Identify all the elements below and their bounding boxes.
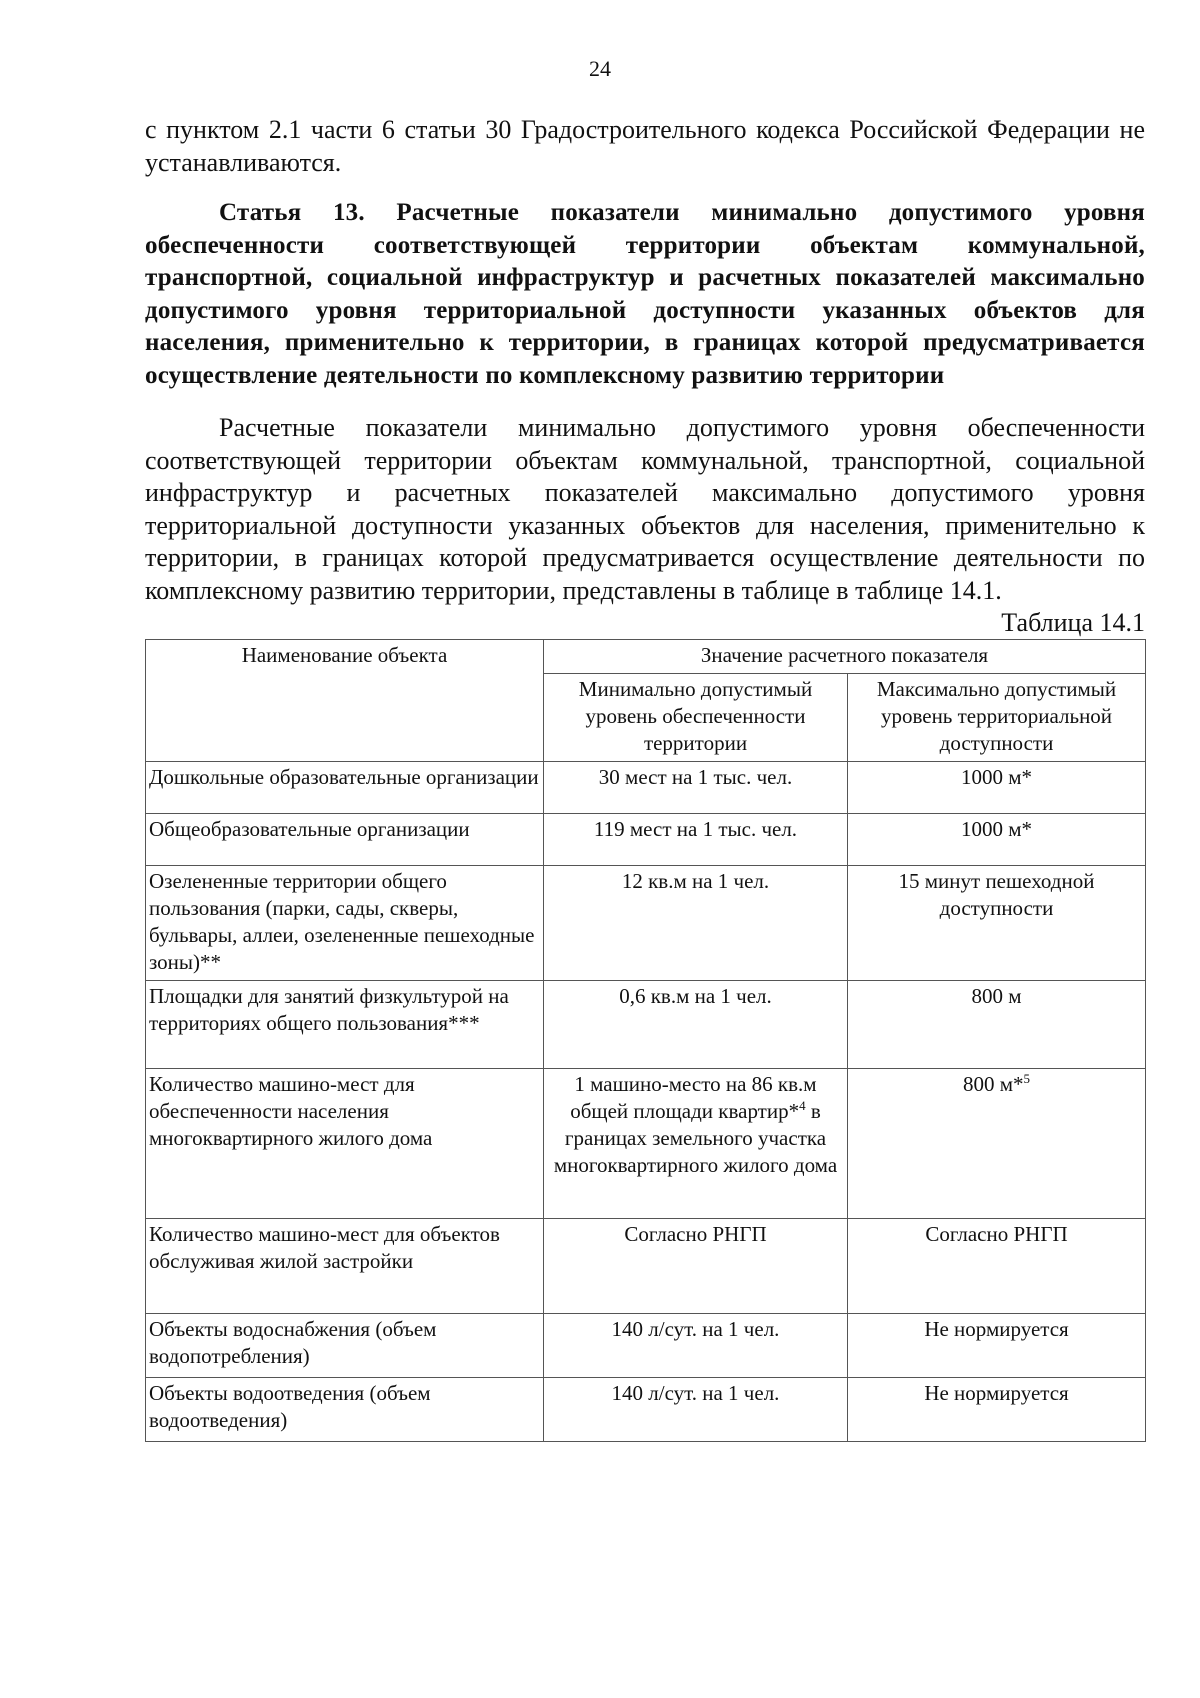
- row-name: Общеобразовательные организации: [146, 814, 544, 866]
- header-max: Максимально допустимый уровень территориальной доступности: [848, 674, 1146, 762]
- table-header-row: [146, 640, 1146, 674]
- row-max: Согласно РНГП: [848, 1219, 1146, 1314]
- row-name: Количество машино-мест для обеспеченности населения многоквартирного жилого дома: [146, 1069, 544, 1219]
- document-content: [145, 114, 1145, 1442]
- row-min: 12 кв.м на 1 чел.: [544, 866, 848, 981]
- table-row: [146, 762, 1146, 814]
- row-name: Озелененные территории общего пользования (парки, сады, скверы, бульвары, аллеи, озелененные пешеходные зоны)**: [146, 866, 544, 981]
- row-max: 1000 м*: [848, 762, 1146, 814]
- row-min: [544, 1069, 848, 1219]
- page-number: 24: [589, 56, 611, 81]
- row-name: Объекты водоснабжения (объем водопотребления): [146, 1314, 544, 1378]
- row-min: 140 л/сут. на 1 чел.: [544, 1314, 848, 1378]
- row-max: 15 минут пешеходной доступности: [848, 866, 1146, 981]
- row-min: 140 л/сут. на 1 чел.: [544, 1378, 848, 1442]
- row-name: Площадки для занятий физкультурой на территориях общего пользования***: [146, 981, 544, 1069]
- header-group: Значение расчетного показателя: [544, 640, 1146, 674]
- row-max: Не нормируется: [848, 1378, 1146, 1442]
- intro-paragraph: с пунктом 2.1 части 6 статьи 30 Градостроительного кодекса Российской Федерации не устанавливаются.: [145, 115, 1145, 177]
- table-caption: Таблица 14.1: [1001, 608, 1145, 637]
- row-max: Не нормируется: [848, 1314, 1146, 1378]
- body-paragraph: Расчетные показатели минимально допустимого уровня обеспеченности соответствующей территории объектам коммунальной, транспортной, социальной инфраструктур и расчетных показателей максимально допустимого уровня территориальной доступности указанных объектов для населения, применительно к территории, в границах которой предусматривается осуществление деятельности по комплексному развитию территории, представлены в таблице в таблице 14.1.: [145, 413, 1145, 605]
- row-max-text: 800 м*: [962, 1072, 1024, 1096]
- header-name: Наименование объекта: [146, 640, 544, 762]
- header-min: Минимально допустимый уровень обеспеченности территории: [544, 674, 848, 762]
- footnote-marker: 4: [799, 1098, 806, 1113]
- row-min: 0,6 кв.м на 1 чел.: [544, 981, 848, 1069]
- footnote-marker: 5: [1023, 1071, 1031, 1086]
- norms-table: [145, 639, 1146, 1442]
- row-min: Согласно РНГП: [544, 1219, 848, 1314]
- table-row: [146, 814, 1146, 866]
- table-row: [146, 1314, 1146, 1378]
- row-name: Дошкольные образовательные организации: [146, 762, 544, 814]
- row-min: 119 мест на 1 тыс. чел.: [544, 814, 848, 866]
- table-row: [146, 866, 1146, 981]
- row-name: Объекты водоотведения (объем водоотведения): [146, 1378, 544, 1442]
- row-max: [848, 1069, 1146, 1219]
- row-name: Количество машино-мест для объектов обслуживая жилой застройки: [146, 1219, 544, 1314]
- table-row: [146, 1219, 1146, 1314]
- table-row: [146, 1069, 1146, 1219]
- article-heading: Статья 13. Расчетные показатели минимально допустимого уровня обеспеченности соответствующей территории объектам коммунальной, транспортной, социальной инфраструктур и расчетных показателей максимально допустимого уровня территориальной доступности указанных объектов для населения, применительно к территории, в границах которой предусматривается осуществление деятельности по комплексному развитию территории: [145, 199, 1145, 389]
- row-max: 1000 м*: [848, 814, 1146, 866]
- row-min: 30 мест на 1 тыс. чел.: [544, 762, 848, 814]
- row-min-text: 1 машино-место на 86 кв.м общей площади квартир*: [570, 1072, 817, 1123]
- row-min-text-cont: в границах земельного участка многоквартирного жилого дома: [553, 1099, 838, 1177]
- row-max: 800 м: [848, 981, 1146, 1069]
- table-row: [146, 1378, 1146, 1442]
- table-row: [146, 981, 1146, 1069]
